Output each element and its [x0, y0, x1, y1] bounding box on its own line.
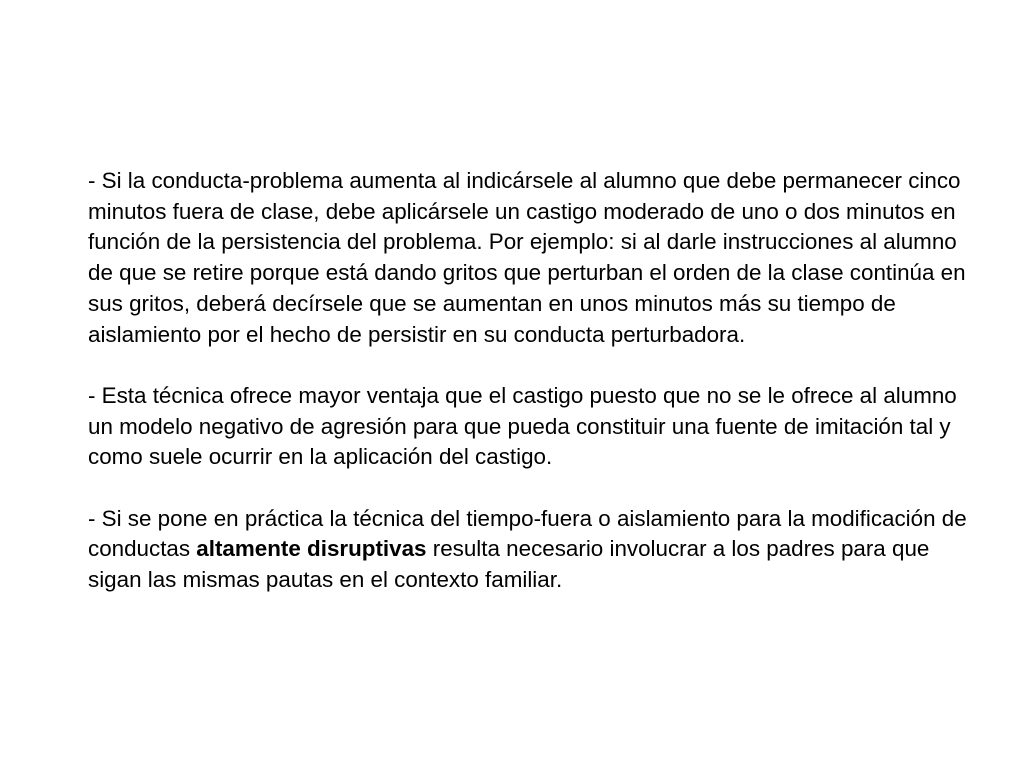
- paragraph-technique-advantage: - Esta técnica ofrece mayor ventaja que el castigo puesto que no se le ofrece al alumno un modelo negativo de agresión para que pueda constituir una fuente de imitación tal y como suele ocurrir en la aplicación del castigo.: [88, 382, 957, 470]
- slide-body: [88, 166, 968, 596]
- paragraph-increase-conduct: - Si la conducta-problema aumenta al indicársele al alumno que debe permanecer cinco minutos fuera de clase, debe aplicársele un castigo moderado de uno o dos minutos en función de la persistencia del problema. Por ejemplo: si al darle instrucciones al alumno de que se retire porque está dando gritos que perturban el orden de la clase continúa en sus gritos, deberá decírsele que se aumentan en unos minutos más su tiempo de aislamiento por el hecho de persistir en su conducta perturbadora.: [88, 168, 966, 347]
- paragraph-parents-involvement: [88, 504, 968, 596]
- emphasis-disruptive: altamente disruptivas: [196, 536, 427, 562]
- paragraph-text-after: resulta necesario involucrar a los padres para que sigan las mismas pautas en el contexto familiar.: [88, 536, 930, 593]
- paragraph-text-before: - Si se pone en práctica la técnica del tiempo-fuera o aislamiento para la modificación de conductas: [88, 505, 967, 562]
